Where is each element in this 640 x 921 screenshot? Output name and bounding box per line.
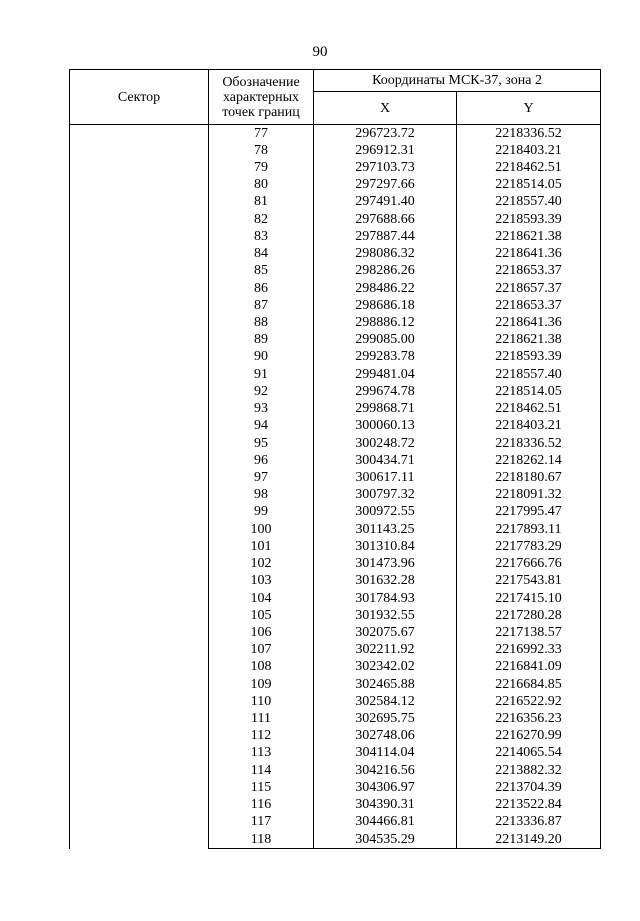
y-coordinate-cell: 2218593.39 [457,349,601,366]
x-coordinate-cell: 301784.93 [314,590,457,607]
point-number-cell: 89 [209,332,314,349]
point-number-cell: 109 [209,676,314,693]
x-coordinate-cell: 297688.66 [314,211,457,228]
x-coordinate-cell: 302748.06 [314,728,457,745]
point-number-cell: 78 [209,142,314,159]
x-coordinate-cell: 301143.25 [314,521,457,538]
point-number-cell: 94 [209,418,314,435]
y-coordinate-cell: 2214065.54 [457,745,601,762]
y-coordinate-cell: 2216992.33 [457,642,601,659]
x-coordinate-cell: 299283.78 [314,349,457,366]
y-coordinate-cell: 2218091.32 [457,487,601,504]
point-number-cell: 91 [209,366,314,383]
point-number-cell: 108 [209,659,314,676]
x-coordinate-cell: 304390.31 [314,797,457,814]
x-coordinate-cell: 302342.02 [314,659,457,676]
point-number-cell: 88 [209,314,314,331]
x-coordinate-cell: 298086.32 [314,246,457,263]
y-coordinate-cell: 2217783.29 [457,538,601,555]
y-coordinate-cell: 2218462.51 [457,159,601,176]
point-number-cell: 111 [209,710,314,727]
point-number-cell: 98 [209,487,314,504]
point-number-cell: 106 [209,624,314,641]
point-number-cell: 103 [209,573,314,590]
point-number-cell: 112 [209,728,314,745]
x-coordinate-cell: 301932.55 [314,607,457,624]
point-number-cell: 77 [209,125,314,143]
point-number-cell: 95 [209,435,314,452]
table-body [70,125,601,849]
point-number-cell: 86 [209,280,314,297]
point-number-cell: 102 [209,555,314,572]
point-number-cell: 99 [209,504,314,521]
y-coordinate-cell: 2213522.84 [457,797,601,814]
y-coordinate-cell: 2218557.40 [457,366,601,383]
y-coordinate-cell: 2218403.21 [457,142,601,159]
x-coordinate-cell: 304466.81 [314,814,457,831]
y-coordinate-cell: 2217415.10 [457,590,601,607]
header-sector: Сектор [70,70,209,125]
point-number-cell: 100 [209,521,314,538]
x-coordinate-cell: 299085.00 [314,332,457,349]
x-coordinate-cell: 297103.73 [314,159,457,176]
y-coordinate-cell: 2218262.14 [457,452,601,469]
point-number-cell: 107 [209,642,314,659]
y-coordinate-cell: 2217995.47 [457,504,601,521]
x-coordinate-cell: 300797.32 [314,487,457,504]
y-coordinate-cell: 2216270.99 [457,728,601,745]
y-coordinate-cell: 2217280.28 [457,607,601,624]
y-coordinate-cell: 2217543.81 [457,573,601,590]
point-number-cell: 97 [209,469,314,486]
y-coordinate-cell: 2217893.11 [457,521,601,538]
table-header [70,70,601,125]
point-number-cell: 79 [209,159,314,176]
x-coordinate-cell: 302465.88 [314,676,457,693]
x-coordinate-cell: 298286.26 [314,263,457,280]
point-number-cell: 87 [209,297,314,314]
x-coordinate-cell: 302211.92 [314,642,457,659]
coordinates-table [69,69,601,849]
header-point-designation: Обозначение характерных точек границ [209,70,314,125]
x-coordinate-cell: 299481.04 [314,366,457,383]
point-number-cell: 84 [209,246,314,263]
y-coordinate-cell: 2217666.76 [457,555,601,572]
point-number-cell: 83 [209,228,314,245]
x-coordinate-cell: 300434.71 [314,452,457,469]
y-coordinate-cell: 2218641.36 [457,314,601,331]
y-coordinate-cell: 2218336.52 [457,125,601,143]
y-coordinate-cell: 2216522.92 [457,693,601,710]
x-coordinate-cell: 302075.67 [314,624,457,641]
x-coordinate-cell: 302584.12 [314,693,457,710]
x-coordinate-cell: 301310.84 [314,538,457,555]
point-number-cell: 85 [209,263,314,280]
point-number-cell: 105 [209,607,314,624]
x-coordinate-cell: 301473.96 [314,555,457,572]
sector-cell [70,125,209,849]
x-coordinate-cell: 300248.72 [314,435,457,452]
y-coordinate-cell: 2218336.52 [457,435,601,452]
point-number-cell: 80 [209,177,314,194]
y-coordinate-cell: 2218657.37 [457,280,601,297]
page-number: 90 [312,44,328,60]
x-coordinate-cell: 298486.22 [314,280,457,297]
x-coordinate-cell: 297491.40 [314,194,457,211]
y-coordinate-cell: 2218621.38 [457,332,601,349]
y-coordinate-cell: 2218593.39 [457,211,601,228]
y-coordinate-cell: 2216841.09 [457,659,601,676]
y-coordinate-cell: 2213336.87 [457,814,601,831]
y-coordinate-cell: 2218180.67 [457,469,601,486]
y-coordinate-cell: 2218514.05 [457,177,601,194]
point-number-cell: 118 [209,831,314,849]
header-coordinates: Координаты МСК-37, зона 2 [314,70,601,92]
x-coordinate-cell: 300060.13 [314,418,457,435]
x-coordinate-cell: 298886.12 [314,314,457,331]
y-coordinate-cell: 2218641.36 [457,246,601,263]
point-number-cell: 92 [209,383,314,400]
point-number-cell: 101 [209,538,314,555]
x-coordinate-cell: 304216.56 [314,762,457,779]
x-coordinate-cell: 296912.31 [314,142,457,159]
header-x: X [314,92,457,125]
x-coordinate-cell: 301632.28 [314,573,457,590]
x-coordinate-cell: 299868.71 [314,401,457,418]
x-coordinate-cell: 300617.11 [314,469,457,486]
y-coordinate-cell: 2216356.23 [457,710,601,727]
y-coordinate-cell: 2218514.05 [457,383,601,400]
x-coordinate-cell: 304306.97 [314,779,457,796]
point-number-cell: 115 [209,779,314,796]
point-number-cell: 93 [209,401,314,418]
x-coordinate-cell: 299674.78 [314,383,457,400]
y-coordinate-cell: 2213149.20 [457,831,601,849]
y-coordinate-cell: 2218557.40 [457,194,601,211]
point-number-cell: 96 [209,452,314,469]
x-coordinate-cell: 297297.66 [314,177,457,194]
x-coordinate-cell: 297887.44 [314,228,457,245]
point-number-cell: 116 [209,797,314,814]
y-coordinate-cell: 2218653.37 [457,263,601,280]
y-coordinate-cell: 2213882.32 [457,762,601,779]
point-number-cell: 117 [209,814,314,831]
point-number-cell: 110 [209,693,314,710]
y-coordinate-cell: 2217138.57 [457,624,601,641]
x-coordinate-cell: 298686.18 [314,297,457,314]
point-number-cell: 114 [209,762,314,779]
point-number-cell: 81 [209,194,314,211]
x-coordinate-cell: 300972.55 [314,504,457,521]
table-row [70,125,601,143]
x-coordinate-cell: 296723.72 [314,125,457,143]
y-coordinate-cell: 2218653.37 [457,297,601,314]
y-coordinate-cell: 2216684.85 [457,676,601,693]
y-coordinate-cell: 2218621.38 [457,228,601,245]
point-number-cell: 90 [209,349,314,366]
point-number-cell: 104 [209,590,314,607]
header-y: Y [457,92,601,125]
y-coordinate-cell: 2218403.21 [457,418,601,435]
x-coordinate-cell: 304535.29 [314,831,457,849]
x-coordinate-cell: 302695.75 [314,710,457,727]
y-coordinate-cell: 2213704.39 [457,779,601,796]
point-number-cell: 82 [209,211,314,228]
x-coordinate-cell: 304114.04 [314,745,457,762]
y-coordinate-cell: 2218462.51 [457,401,601,418]
point-number-cell: 113 [209,745,314,762]
